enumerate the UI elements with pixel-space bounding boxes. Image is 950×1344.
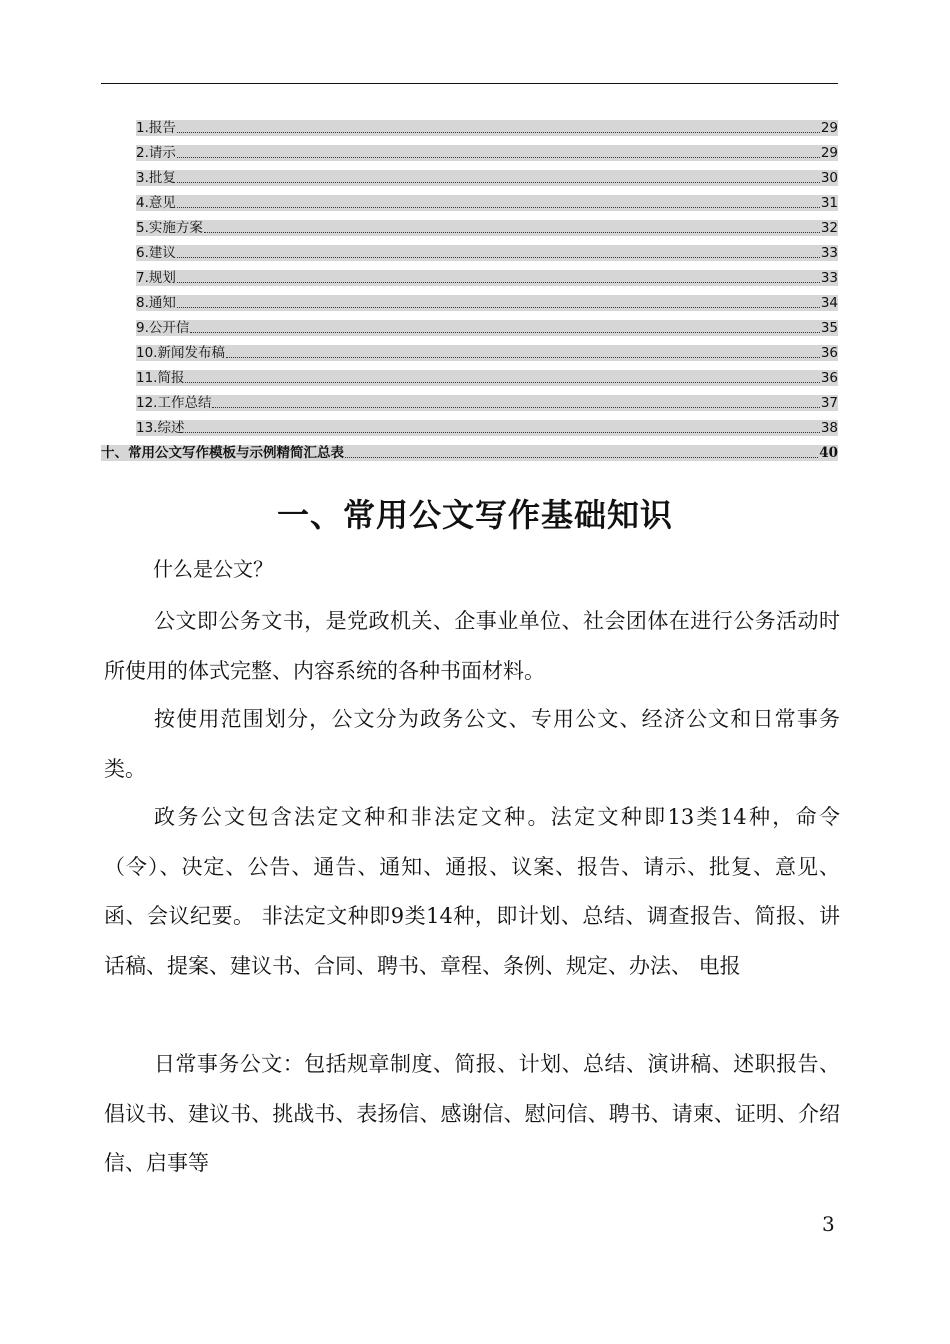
body-paragraph: 日常事务公文：包括规章制度、简报、计划、总结、演讲稿、述职报告、倡议书、建议书、挑战书、表扬信、感谢信、慰问信、聘书、请柬、证明、介绍信、启事等 [104,1052,840,1175]
toc-item-label: 12.工作总结 [136,395,212,411]
toc-leader-dots [177,132,820,133]
toc-main-item-page: 40 [819,445,838,461]
toc-item[interactable] [101,345,838,370]
toc-item[interactable] [101,245,838,270]
toc-item[interactable] [101,395,838,420]
toc-leader-dots [177,282,820,283]
toc-item[interactable] [101,195,838,220]
header-rule [101,83,838,84]
toc-leader-dots [212,407,819,408]
toc-item-label: 6.建议 [136,245,176,261]
section-question: 什么是公文？ [153,557,273,581]
body-paragraph: 政务公文包含法定文种和非法定文种。法定文种即13类14种，命令（令）、决定、公告、通告、通知、通报、议案、报告、请示、批复、意见、函、会议纪要。 非法定文种即9类14种，即计划、总结、调查报告、简报、讲话稿、提案、建议书、合同、聘书、章程、条例、规定、办法、 电报 [104,805,840,978]
toc-item-page: 36 [820,345,838,361]
toc-leader-dots [204,232,820,233]
toc-item[interactable] [101,145,838,170]
toc-main-item[interactable] [101,445,838,470]
toc-item[interactable] [101,270,838,295]
toc-leader-dots [177,182,820,183]
toc-item[interactable] [101,320,838,345]
toc-leader-dots [177,207,820,208]
toc-leader-dots [177,307,820,308]
toc-leader-dots [185,382,819,383]
section-title: 一、常用公文写作基础知识 [276,496,673,534]
toc-item-page: 30 [820,170,838,186]
toc-item-label: 8.通知 [136,295,176,311]
toc-item-page: 31 [820,195,838,211]
toc-leader-dots [177,157,820,158]
toc-item-page: 38 [820,420,838,436]
toc-item-page: 32 [820,220,838,236]
toc-item-label: 10.新闻发布稿 [136,345,225,361]
toc-item-label: 4.意见 [136,195,176,211]
toc-item-label: 3.批复 [136,170,176,186]
table-of-contents [101,120,838,470]
toc-item-page: 36 [820,370,838,386]
toc-leader-dots [345,457,818,458]
toc-item-label: 1.报告 [136,120,176,136]
toc-leader-dots [185,432,819,433]
body-paragraph: 按使用范围划分，公文分为政务公文、专用公文、经济公文和日常事务类。 [104,707,840,781]
toc-item-label: 13.综述 [136,420,185,436]
toc-item-label: 9.公开信 [136,320,190,336]
toc-item[interactable] [101,220,838,245]
toc-item-label: 7.规划 [136,270,176,286]
toc-item[interactable] [101,370,838,395]
toc-main-item-label: 十、常用公文写作模板与示例精简汇总表 [101,445,344,461]
toc-item-label: 2.请示 [136,145,176,161]
toc-item[interactable] [101,420,838,445]
toc-item-page: 29 [820,145,838,161]
toc-item-label: 11.简报 [136,370,185,386]
toc-item-page: 33 [820,245,838,261]
toc-leader-dots [226,357,820,358]
toc-item[interactable] [101,295,838,320]
toc-item[interactable] [101,170,838,195]
toc-item-page: 29 [820,120,838,136]
toc-item-page: 34 [820,295,838,311]
toc-item-label: 5.实施方案 [136,220,203,236]
toc-item-page: 33 [820,270,838,286]
toc-leader-dots [177,257,820,258]
toc-item[interactable] [101,120,838,145]
page-number: 3 [822,1212,835,1236]
body-paragraph: 公文即公务文书，是党政机关、企事业单位、社会团体在进行公务活动时所使用的体式完整、内容系统的各种书面材料。 [104,609,840,683]
toc-leader-dots [190,332,819,333]
toc-item-page: 37 [820,395,838,411]
toc-item-page: 35 [820,320,838,336]
